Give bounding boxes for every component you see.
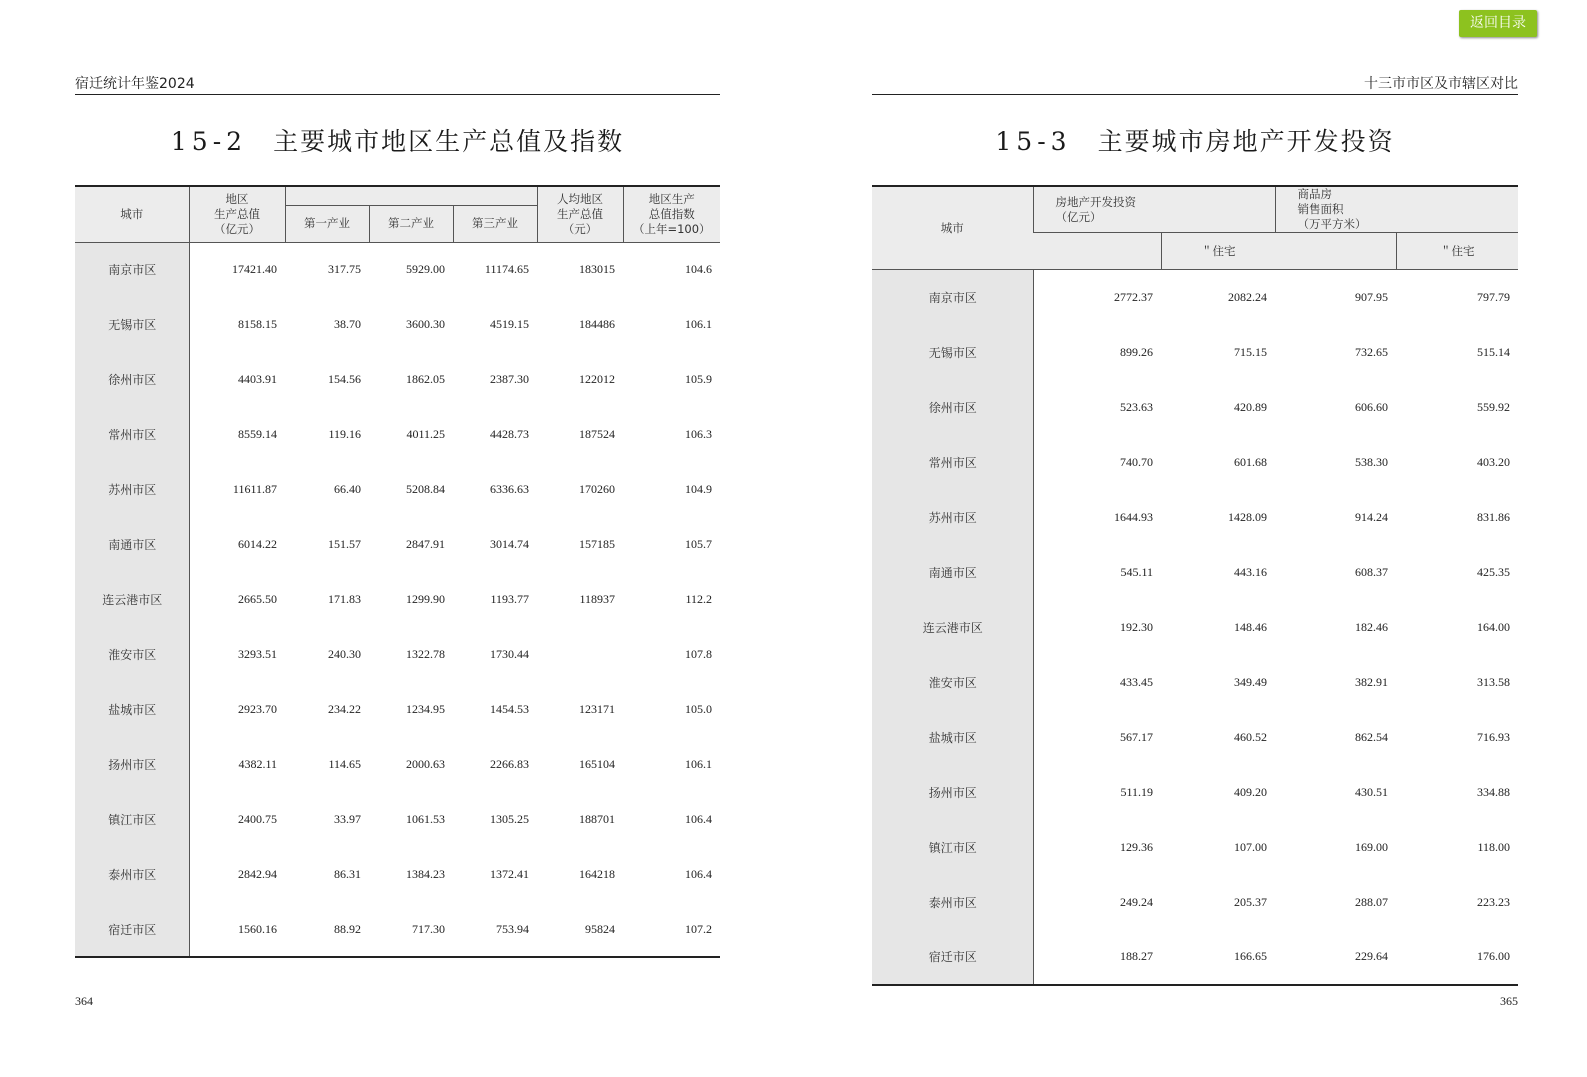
table-row [75,902,720,957]
value-cell: 425.35 [1477,564,1510,579]
table-row [75,352,720,407]
value-cell: 86.31 [334,867,361,881]
table-row [872,435,1518,490]
value-cell: 223.23 [1477,894,1510,909]
table-row [872,325,1518,380]
value-cell: 349.49 [1234,674,1267,689]
table-row [75,517,720,572]
value-cell: 753.94 [453,902,537,957]
table-row [872,270,1518,325]
header-residential-sales: ＂住宅 [1396,233,1518,270]
value-cell: 797.79 [1477,289,1510,304]
value-cell: 249.24 [1120,894,1153,909]
city-cell: 徐州市区 [872,380,1033,435]
value-cell: 862.54 [1355,729,1388,744]
value-cell: 104.6 [685,262,713,277]
value-cell: 107.8 [685,647,713,661]
value-cell: 129.36 [1120,839,1153,854]
value-cell: 171.83 [328,592,361,606]
city-cell: 扬州市区 [75,737,189,792]
table-row [872,380,1518,435]
value-cell: 187524 [579,427,616,441]
table-row [75,792,720,847]
table-row [75,737,720,792]
value-cell: 3600.30 [406,317,445,331]
value-cell: 166.65 [1161,930,1275,985]
value-cell: 118.00 [1477,839,1510,854]
value-cell: 164.00 [1477,619,1510,634]
city-cell: 苏州市区 [75,462,189,517]
value-cell: 559.92 [1477,399,1510,414]
value-cell: 2847.91 [406,537,445,551]
value-cell: 715.15 [1234,344,1267,359]
value-cell: 511.19 [1120,784,1153,799]
header-gdp-index: 地区生产 总值指数 （上年=100） [623,186,720,242]
value-cell: 606.60 [1355,399,1388,414]
page-number-right: 365 [1500,994,1518,1008]
table-row [872,545,1518,600]
value-cell: 601.68 [1234,454,1267,469]
header-industry-group [285,186,537,205]
table-number: 15-3 [995,127,1072,156]
left-page [75,0,720,1077]
value-cell: 11174.65 [484,262,530,277]
header-city: 城市 [75,186,189,242]
value-cell: 523.63 [1120,399,1153,414]
value-cell: 3293.51 [238,647,277,661]
table-row [75,847,720,902]
header-sales-area: 商品房 销售面积 （万平方米） [1275,186,1518,233]
city-cell: 淮安市区 [872,655,1033,710]
value-cell: 1862.05 [406,372,445,386]
table-row [75,572,720,627]
table-row [872,820,1518,875]
value-cell: 313.58 [1477,674,1510,689]
header-gdp: 地区 生产总值 （亿元） [189,186,285,242]
value-cell: 1644.93 [1114,509,1153,524]
value-cell: 106.4 [685,812,713,826]
value-cell: 66.40 [334,482,361,496]
value-cell: 169.00 [1355,839,1388,854]
city-cell: 宿迁市区 [872,930,1033,985]
city-cell: 连云港市区 [75,572,189,627]
city-cell: 泰州市区 [872,875,1033,930]
table-row [75,407,720,462]
value-cell: 4428.73 [490,427,530,441]
value-cell: 106.1 [685,317,713,331]
value-cell: 170260 [579,482,616,496]
value-cell: 5208.84 [406,482,445,496]
table-number: 15-2 [170,127,248,156]
city-cell: 南通市区 [872,545,1033,600]
value-cell: 2000.63 [406,757,445,771]
value-cell: 430.51 [1355,784,1388,799]
value-cell: 151.57 [328,537,361,551]
value-cell: 2387.30 [490,372,530,386]
running-head-right: 十三市市区及市辖区对比 [872,75,1518,95]
city-cell: 无锡市区 [75,297,189,352]
value-cell: 157185 [579,537,616,551]
header-sales-spacer [1275,233,1396,270]
value-cell: 1299.90 [406,592,445,606]
value-cell: 1234.95 [406,702,445,716]
value-cell: 403.20 [1477,454,1510,469]
city-cell: 淮安市区 [75,627,189,682]
value-cell: 2082.24 [1228,289,1267,304]
value-cell: 8559.14 [238,427,277,441]
table-title-text: 主要城市地区生产总值及指数 [273,127,625,156]
city-cell: 泰州市区 [75,847,189,902]
value-cell: 105.9 [685,372,713,386]
value-cell: 106.4 [685,867,713,881]
header-investment-spacer [1033,233,1161,270]
city-cell: 镇江市区 [872,820,1033,875]
value-cell: 334.88 [1477,784,1510,799]
value-cell: 17421.40 [232,262,277,277]
value-cell: 567.17 [1120,729,1153,744]
value-cell: 240.30 [328,647,361,661]
value-cell: 4403.91 [238,372,277,386]
value-cell: 2665.50 [238,592,277,606]
value-cell: 717.30 [369,902,453,957]
value-cell: 317.75 [328,262,361,277]
value-cell: 460.52 [1234,729,1267,744]
value-cell: 184486 [579,317,616,331]
table-row [872,655,1518,710]
city-cell: 南京市区 [872,270,1033,325]
page-number-left: 364 [75,994,93,1008]
value-cell: 8158.15 [238,317,277,331]
value-cell: 3014.74 [490,537,530,551]
value-cell: 88.92 [285,902,369,957]
real-estate-table [872,185,1518,986]
value-cell: 183015 [579,262,616,277]
table-row [872,875,1518,930]
city-cell: 南通市区 [75,517,189,572]
table-row [872,600,1518,655]
value-cell: 2266.83 [490,757,530,771]
table-row [872,930,1518,985]
table-row [872,490,1518,545]
value-cell: 4011.25 [406,427,445,441]
value-cell: 188701 [579,812,616,826]
right-page [872,0,1518,1077]
value-cell: 1193.77 [490,592,530,606]
value-cell: 2842.94 [238,867,277,881]
city-cell: 徐州市区 [75,352,189,407]
value-cell: 545.11 [1120,564,1153,579]
value-cell: 2400.75 [238,812,277,826]
value-cell: 1560.16 [189,902,285,957]
value-cell: 433.45 [1120,674,1153,689]
value-cell: 420.89 [1234,399,1267,414]
value-cell: 112.2 [685,592,713,606]
value-cell: 740.70 [1120,454,1153,469]
value-cell: 5929.00 [406,262,445,277]
value-cell: 1730.44 [490,647,530,661]
value-cell: 165104 [579,757,616,771]
value-cell: 2923.70 [238,702,277,716]
value-cell: 1372.41 [490,867,530,881]
table-row [75,462,720,517]
value-cell: 106.3 [685,427,713,441]
table-row [75,627,720,682]
value-cell: 123171 [579,702,616,716]
value-cell: 119.16 [328,427,361,441]
value-cell: 176.00 [1396,930,1518,985]
value-cell: 105.0 [685,702,713,716]
table-title-15-3 [872,122,1518,158]
city-cell: 连云港市区 [872,600,1033,655]
value-cell: 11611.87 [232,482,277,496]
value-cell: 192.30 [1120,619,1153,634]
value-cell: 288.07 [1355,894,1388,909]
value-cell: 118937 [579,592,616,606]
header-secondary: 第二产业 [369,205,453,242]
value-cell: 538.30 [1355,454,1388,469]
value-cell: 154.56 [328,372,361,386]
back-to-contents-button[interactable]: 返回目录 [1459,10,1537,37]
value-cell: 443.16 [1234,564,1267,579]
value-cell: 409.20 [1234,784,1267,799]
value-cell: 1384.23 [406,867,445,881]
city-cell: 盐城市区 [75,682,189,737]
value-cell: 6336.63 [490,482,530,496]
value-cell: 107.2 [623,902,720,957]
value-cell: 1428.09 [1228,509,1267,524]
value-cell: 1305.25 [490,812,530,826]
value-cell: 2772.37 [1114,289,1153,304]
table-title-text: 主要城市房地产开发投资 [1097,127,1395,156]
header-investment: 房地产开发投资 （亿元） [1033,186,1275,233]
table-row [872,765,1518,820]
value-cell: 899.26 [1120,344,1153,359]
value-cell: 831.86 [1477,509,1510,524]
city-cell: 常州市区 [872,435,1033,490]
value-cell: 105.7 [685,537,713,551]
value-cell: 1454.53 [490,702,530,716]
table-row [75,242,720,297]
value-cell: 164218 [579,867,616,881]
running-head-left: 宿迁统计年鉴2024 [75,75,720,95]
city-cell: 无锡市区 [872,325,1033,380]
value-cell: 229.64 [1275,930,1396,985]
header-city: 城市 [872,186,1033,270]
value-cell: 182.46 [1355,619,1388,634]
value-cell: 234.22 [328,702,361,716]
value-cell: 732.65 [1355,344,1388,359]
value-cell: 515.14 [1477,344,1510,359]
city-cell: 盐城市区 [872,710,1033,765]
city-cell: 苏州市区 [872,490,1033,545]
value-cell: 382.91 [1355,674,1388,689]
value-cell: 114.65 [328,757,361,771]
value-cell: 107.00 [1234,839,1267,854]
city-cell: 镇江市区 [75,792,189,847]
value-cell: 1322.78 [406,647,445,661]
value-cell: 914.24 [1355,509,1388,524]
value-cell: 106.1 [685,757,713,771]
header-tertiary: 第三产业 [453,205,537,242]
city-cell: 宿迁市区 [75,902,189,957]
table-row [872,710,1518,765]
value-cell: 122012 [579,372,616,386]
value-cell: 148.46 [1234,619,1267,634]
value-cell: 4519.15 [490,317,530,331]
value-cell: 1061.53 [406,812,445,826]
value-cell: 4382.11 [238,757,277,771]
gdp-table [75,185,720,958]
value-cell: 95824 [537,902,623,957]
city-cell: 常州市区 [75,407,189,462]
header-residential-investment: ＂住宅 [1161,233,1275,270]
city-cell: 南京市区 [75,242,189,297]
table-title-15-2 [75,122,720,158]
value-cell: 608.37 [1355,564,1388,579]
value-cell: 38.70 [334,317,361,331]
header-per-capita: 人均地区 生产总值 （元） [537,186,623,242]
value-cell: 6014.22 [238,537,277,551]
table-row [75,297,720,352]
value-cell: 188.27 [1033,930,1161,985]
value-cell: 33.97 [334,812,361,826]
table-row [75,682,720,737]
value-cell: 205.37 [1234,894,1267,909]
value-cell [537,627,623,682]
city-cell: 扬州市区 [872,765,1033,820]
value-cell: 716.93 [1477,729,1510,744]
value-cell: 104.9 [685,482,713,496]
value-cell: 907.95 [1355,289,1388,304]
header-primary: 第一产业 [285,205,369,242]
